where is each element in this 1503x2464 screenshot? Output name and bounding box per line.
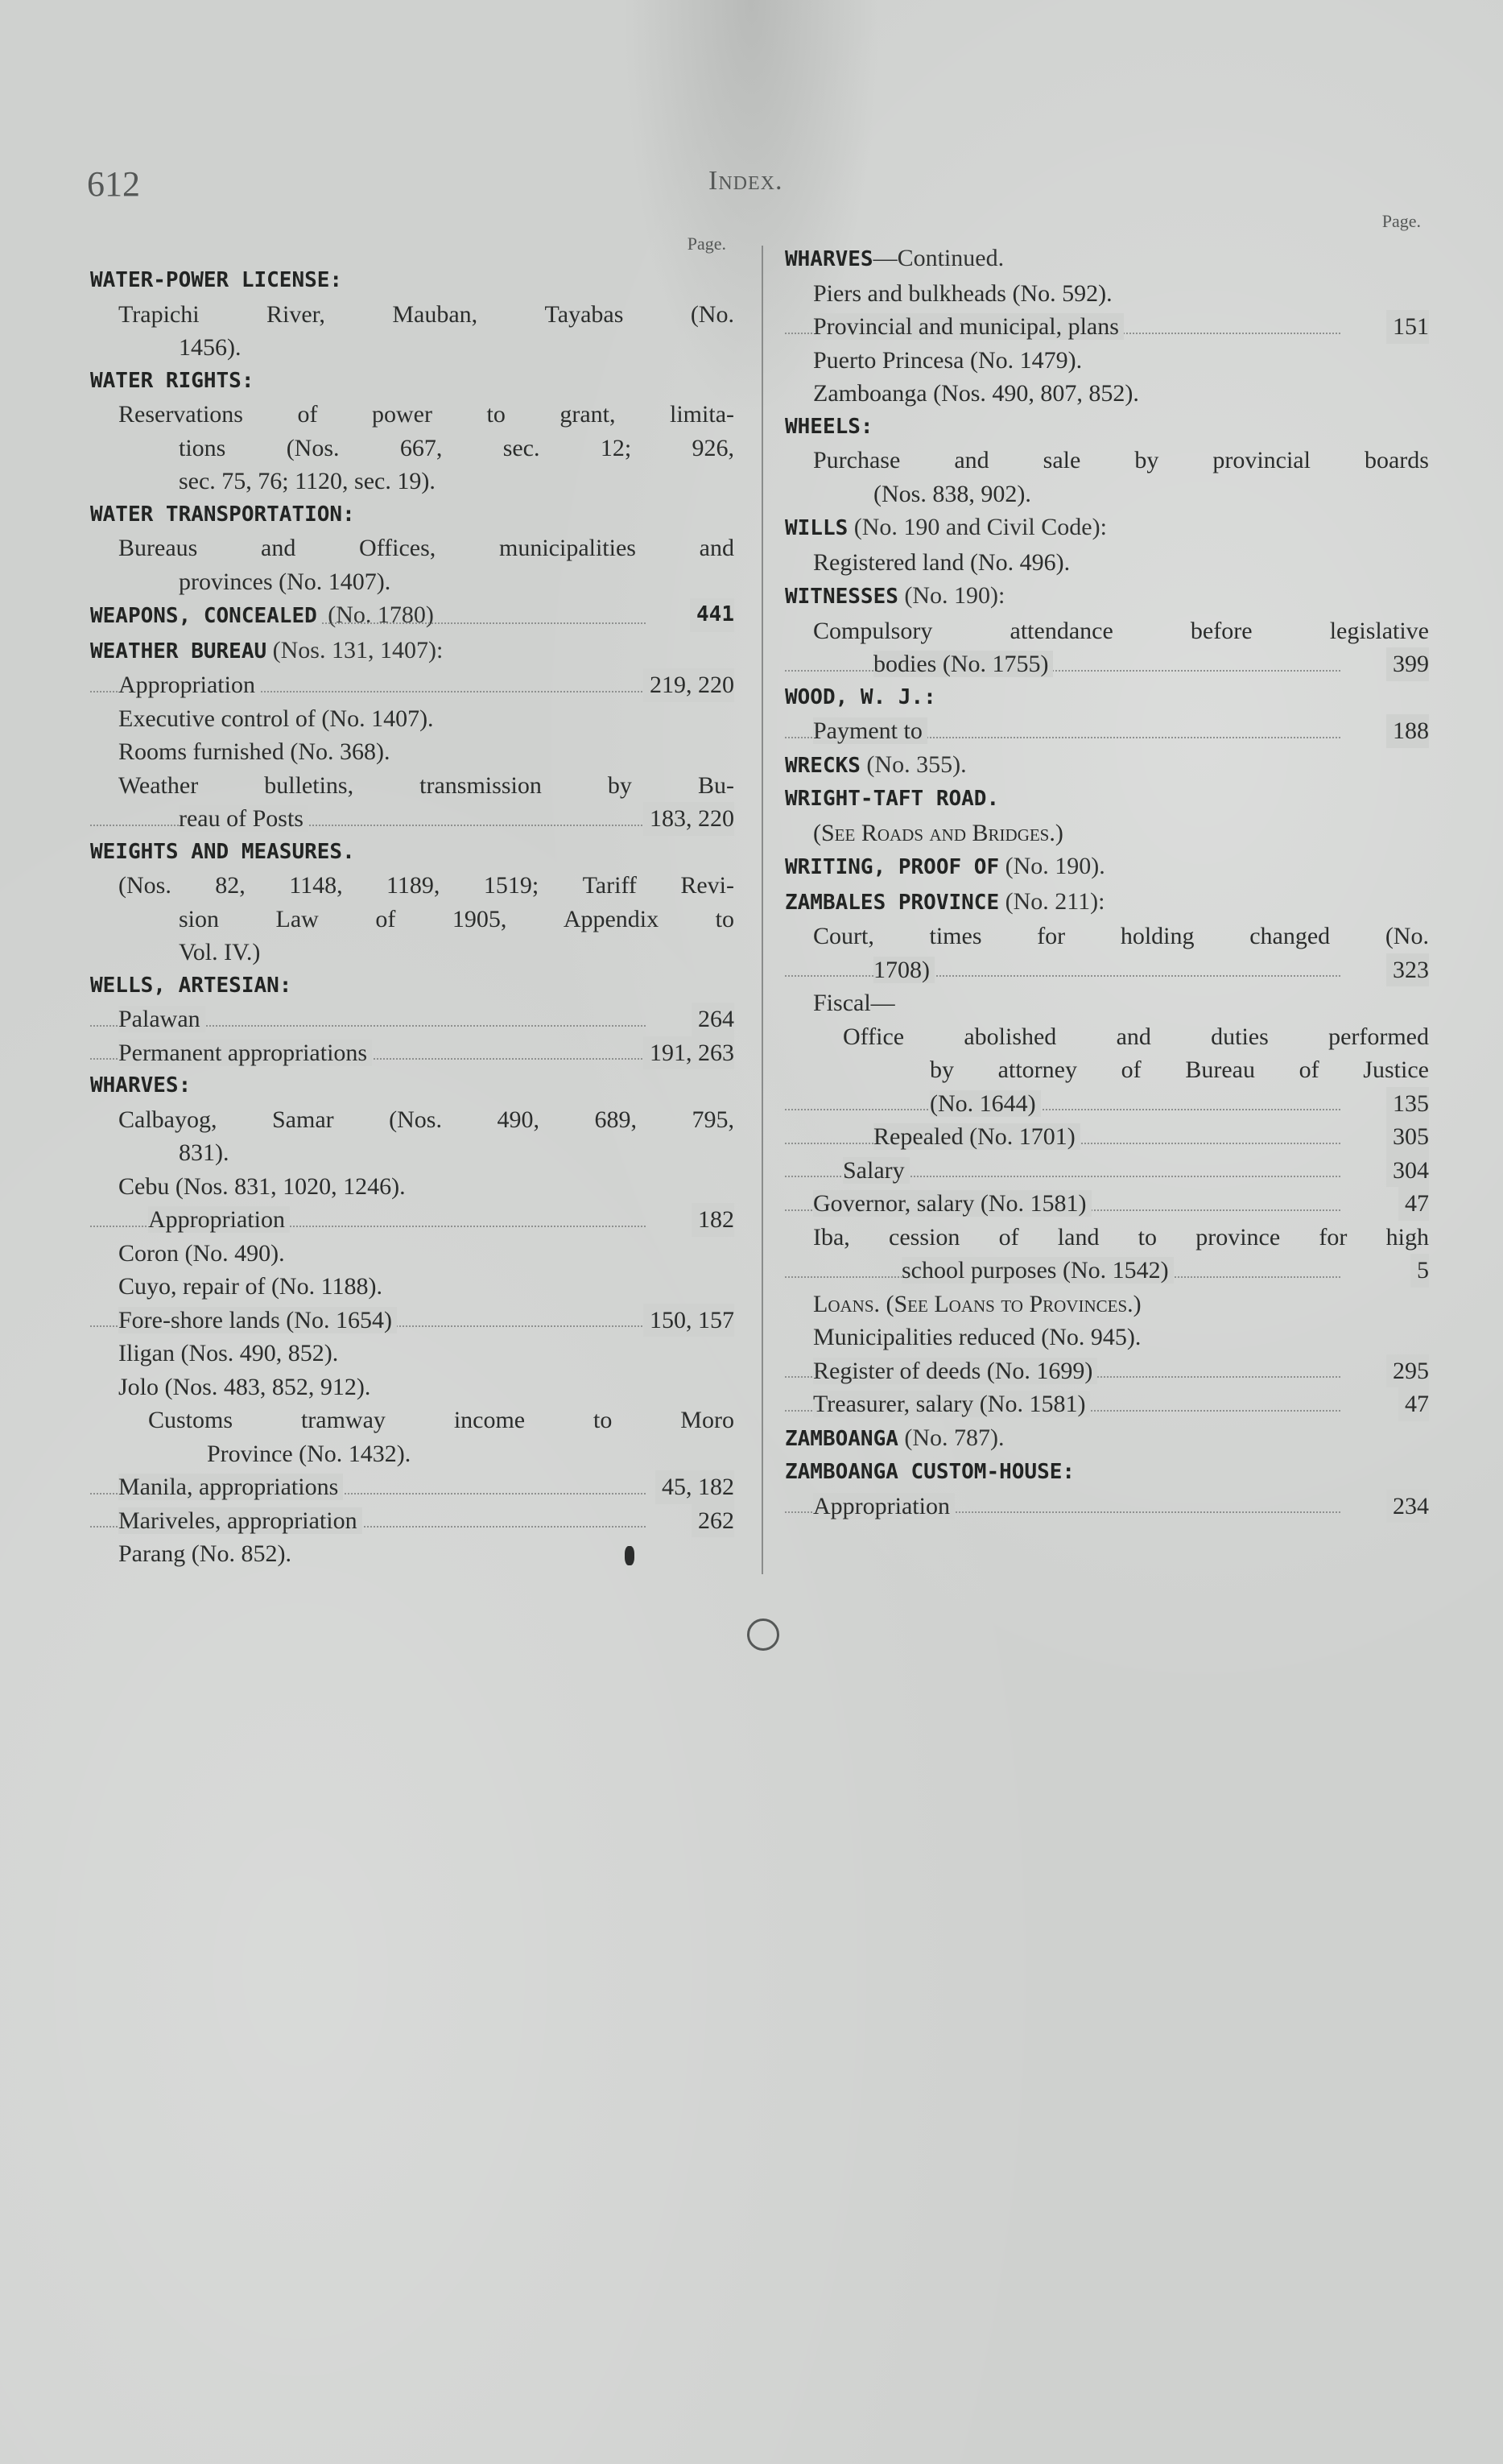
index-entry (785, 1490, 1429, 1523)
index-entry (90, 668, 734, 702)
entry-reference: (No. 190): (898, 582, 1005, 609)
entry-text: WHARVES: (90, 1073, 192, 1098)
entry-text: WITNESSES (785, 585, 898, 609)
page-reference: 262 (692, 1504, 734, 1538)
index-entry (785, 1087, 1429, 1121)
entry-text: Trapichi River, Mauban, Tayabas (No. (118, 300, 734, 328)
entry-text: (See Roads and Bridges.) (813, 819, 1063, 846)
index-heading (90, 365, 734, 399)
entry-text: provinces (No. 1407). (179, 568, 391, 595)
entry-reference: (Nos. 131, 1407): (266, 636, 444, 664)
index-entry (90, 1370, 734, 1404)
index-entry (785, 1053, 1429, 1087)
entry-text: Cuyo, repair of (No. 1188). (118, 1273, 382, 1300)
entry-text: Calbayog, Samar (Nos. 490, 689, 795, (118, 1106, 734, 1133)
index-heading (785, 411, 1429, 444)
entry-text: Weather bulletins, transmission by Bu- (118, 771, 734, 799)
entry-text: Purchase and sale by provincial boards (813, 447, 1429, 473)
index-entry (785, 478, 1429, 511)
index-entry (90, 1237, 734, 1271)
entry-text: Appropriation (118, 672, 260, 698)
entry-text: WRITING, PROOF OF (785, 855, 1000, 879)
entry-text: Permanent appropriations (118, 1040, 372, 1066)
entry-text: ZAMBALES PROVINCE (785, 890, 1000, 915)
index-column-left (90, 234, 734, 1571)
entry-text: Executive control of (No. 1407). (118, 705, 434, 732)
index-entry (785, 647, 1429, 681)
index-entry (90, 903, 734, 936)
entry-text: reau of Posts (179, 805, 308, 832)
page-reference: 151 (1386, 310, 1429, 344)
index-entry (90, 1170, 734, 1204)
entry-text: WHARVES (785, 247, 873, 271)
index-entry (90, 1036, 734, 1070)
index-entry (90, 802, 734, 836)
index-entry (90, 735, 734, 769)
index-entry (785, 310, 1429, 344)
page-reference: 5 (1410, 1254, 1429, 1288)
entry-text: WEAPONS, CONCEALED (90, 604, 322, 628)
index-entry (785, 1221, 1429, 1255)
index-entry (90, 531, 734, 565)
entry-text: Provincial and municipal, plans (813, 313, 1124, 340)
index-entry (90, 1437, 734, 1471)
page-reference: 45, 182 (655, 1470, 734, 1504)
page-reference: 264 (692, 1003, 734, 1036)
entry-reference: (No. 190). (999, 853, 1105, 879)
entry-text: school purposes (No. 1542) (902, 1257, 1174, 1284)
entry-text: Bureaus and Offices, municipalities and (118, 535, 734, 561)
page-reference: 135 (1386, 1087, 1429, 1121)
page-reference: 305 (1386, 1120, 1429, 1154)
page-reference: 47 (1398, 1387, 1429, 1421)
entry-text: 1708) (873, 957, 935, 983)
entry-reference: (No. 787). (898, 1424, 1005, 1451)
index-entry (785, 1288, 1429, 1321)
entry-text: 1456). (179, 334, 242, 361)
page-reference: 191, 263 (643, 1036, 734, 1070)
index-heading (90, 634, 734, 669)
entry-text: Fore-shore lands (No. 1654) (118, 1307, 397, 1333)
entry-text: Cebu (Nos. 831, 1020, 1246). (118, 1172, 406, 1200)
index-heading (785, 579, 1429, 614)
index-heading (785, 681, 1429, 715)
entry-text: Mariveles, appropriation (118, 1507, 362, 1534)
entry-text: tions (Nos. 667, sec. 12; 926, (179, 434, 734, 461)
page-number: 612 (87, 164, 140, 204)
entry-text: Court, times for holding changed (No. (813, 923, 1429, 949)
entry-text: WATER RIGHTS: (90, 368, 254, 393)
entry-text: Compulsory attendance before legislative (813, 617, 1429, 644)
index-entry (90, 298, 734, 332)
index-entry (90, 702, 734, 736)
entry-reference: (No. 190 and Civil Code): (848, 514, 1107, 540)
index-entry (785, 1254, 1429, 1288)
page-reference: 150, 157 (643, 1304, 734, 1337)
index-column-right (785, 211, 1429, 1523)
index-entry (90, 1404, 734, 1437)
index-entry (90, 1203, 734, 1237)
entry-text: Parang (No. 852). (118, 1540, 291, 1567)
entry-text: (No. 1644) (930, 1090, 1041, 1117)
index-entry (90, 398, 734, 432)
entry-text: sec. 75, 76; 1120, sec. 19). (179, 468, 436, 494)
ink-blot (625, 1546, 634, 1565)
index-entry (785, 714, 1429, 748)
index-entry (90, 1003, 734, 1036)
page-reference: 182 (692, 1203, 734, 1237)
index-entry (785, 1354, 1429, 1388)
index-entry (90, 1337, 734, 1370)
index-heading (90, 1069, 734, 1103)
index-heading (785, 783, 1429, 817)
page-reference: 399 (1386, 647, 1429, 681)
entry-text: Governor, salary (No. 1581) (813, 1190, 1092, 1217)
index-entry (785, 1120, 1429, 1154)
page-circle-mark (747, 1619, 779, 1651)
index-entry (785, 344, 1429, 378)
entry-text: Registered land (No. 496). (813, 548, 1071, 576)
index-heading (90, 836, 734, 870)
page-reference: 47 (1398, 1187, 1429, 1221)
entry-text: Vol. IV.) (179, 939, 261, 965)
index-entry (90, 432, 734, 465)
entry-text: sion Law of 1905, Appendix to (179, 905, 734, 932)
page-reference: 295 (1386, 1354, 1429, 1388)
page-reference: 188 (1386, 714, 1429, 748)
page-reference: 441 (690, 598, 734, 632)
entry-text: WEATHER BUREAU (90, 639, 267, 664)
entry-text: Appropriation (813, 1493, 955, 1519)
entry-text: Iligan (Nos. 490, 852). (118, 1340, 339, 1366)
page-reference: 323 (1386, 953, 1429, 987)
page-reference: 219, 220 (643, 668, 734, 702)
page-reference: 183, 220 (643, 802, 734, 836)
entry-text: Manila, appropriations (118, 1474, 343, 1500)
entry-text: ZAMBOANGA CUSTOM-HOUSE: (785, 1460, 1076, 1484)
index-heading (90, 498, 734, 532)
entry-reference: (No. 355). (860, 750, 967, 778)
entry-text: Office abolished and duties performed (843, 1023, 1429, 1050)
entry-text: WELLS, ARTESIAN: (90, 973, 292, 998)
index-entry (90, 1470, 734, 1504)
entry-text: Register of deeds (No. 1699) (813, 1358, 1097, 1384)
entry-text: WILLS (785, 516, 849, 540)
index-heading (785, 511, 1429, 546)
entry-text: Appropriation (148, 1206, 290, 1233)
left-entries (90, 264, 734, 1571)
entry-text: Customs tramway income to Moro (148, 1407, 734, 1433)
index-entry (90, 1270, 734, 1304)
index-entry (785, 444, 1429, 478)
index-heading (785, 885, 1429, 920)
index-heading (90, 264, 734, 298)
index-entry (90, 331, 734, 365)
index-entry (90, 1537, 734, 1571)
index-entry (90, 769, 734, 803)
entry-text: Piers and bulkheads (No. 592). (813, 279, 1113, 307)
entry-text: by attorney of Bureau of Justice (930, 1056, 1429, 1083)
entry-text: bodies (No. 1755) (873, 651, 1053, 677)
index-entry (90, 465, 734, 498)
entry-text: Fiscal— (813, 990, 895, 1016)
index-entry (785, 1321, 1429, 1354)
entry-text: WATER TRANSPORTATION: (90, 502, 355, 527)
entry-text: Iba, cession of land to province for high (813, 1223, 1429, 1251)
index-heading (785, 1421, 1429, 1457)
entry-text: Puerto Princesa (No. 1479). (813, 346, 1083, 374)
index-entry (785, 986, 1429, 1020)
page-reference: 304 (1386, 1154, 1429, 1188)
index-heading (90, 598, 734, 634)
index-entry (90, 869, 734, 903)
index-entry (785, 377, 1429, 411)
entry-text: WEIGHTS AND MEASURES. (90, 839, 355, 864)
entry-text: Reservations of power to grant, limita- (118, 401, 734, 428)
entry-text: Municipalities reduced (No. 945). (813, 1324, 1142, 1350)
index-entry (785, 1154, 1429, 1188)
index-entry (90, 565, 734, 599)
entry-text: WOOD, W. J.: (785, 684, 936, 709)
index-entry (785, 953, 1429, 987)
index-entry (785, 277, 1429, 311)
entry-text: Palawan (118, 1006, 205, 1032)
page-reference: 234 (1386, 1490, 1429, 1523)
index-entry (90, 1504, 734, 1538)
entry-text: WRIGHT-TAFT ROAD. (785, 787, 1000, 811)
page-column-label: Page. (1381, 211, 1421, 231)
entry-text: Province (No. 1432). (207, 1440, 411, 1467)
entry-text: 831). (179, 1139, 229, 1166)
index-heading (785, 242, 1429, 277)
entry-text: Treasurer, salary (No. 1581) (813, 1391, 1090, 1417)
entry-reference: —Continued. (873, 245, 1005, 271)
entry-text: Payment to (813, 717, 927, 744)
entry-text: (Nos. 838, 902). (873, 480, 1031, 507)
index-entry (785, 1187, 1429, 1221)
index-entry (785, 817, 1429, 850)
column-divider (762, 246, 763, 1574)
index-entry (90, 1304, 734, 1337)
entry-text: Zamboanga (Nos. 490, 807, 852). (813, 380, 1139, 407)
right-entries (785, 242, 1429, 1523)
index-entry (785, 920, 1429, 953)
entry-text: WRECKS (785, 753, 861, 778)
running-head: Index. (708, 166, 783, 196)
entry-text: WATER-POWER LICENSE: (90, 268, 343, 292)
entry-reference: (No. 1780) (321, 602, 434, 628)
index-entry (90, 1103, 734, 1137)
index-heading (785, 1456, 1429, 1490)
index-entry (785, 1387, 1429, 1421)
index-heading (785, 850, 1429, 885)
entry-text: Jolo (Nos. 483, 852, 912). (118, 1373, 371, 1400)
entry-text: Loans. (See Loans to Provinces.) (813, 1290, 1142, 1317)
index-entry (785, 614, 1429, 648)
index-heading (785, 748, 1429, 783)
index-heading (90, 969, 734, 1003)
entry-text: Coron (No. 490). (118, 1239, 285, 1267)
index-entry (785, 1020, 1429, 1054)
page-column-label: Page. (687, 234, 726, 254)
index-entry (90, 1136, 734, 1170)
entry-reference: (No. 211): (999, 887, 1105, 915)
index-entry (90, 936, 734, 969)
index-entry (785, 546, 1429, 580)
entry-text: WHEELS: (785, 414, 873, 439)
entry-text: (Nos. 82, 1148, 1189, 1519; Tariff Revi- (118, 872, 734, 899)
entry-text: ZAMBOANGA (785, 1426, 898, 1451)
entry-text: Rooms furnished (No. 368). (118, 738, 390, 765)
entry-text: Repealed (No. 1701) (873, 1123, 1080, 1150)
entry-text: Salary (843, 1157, 910, 1184)
